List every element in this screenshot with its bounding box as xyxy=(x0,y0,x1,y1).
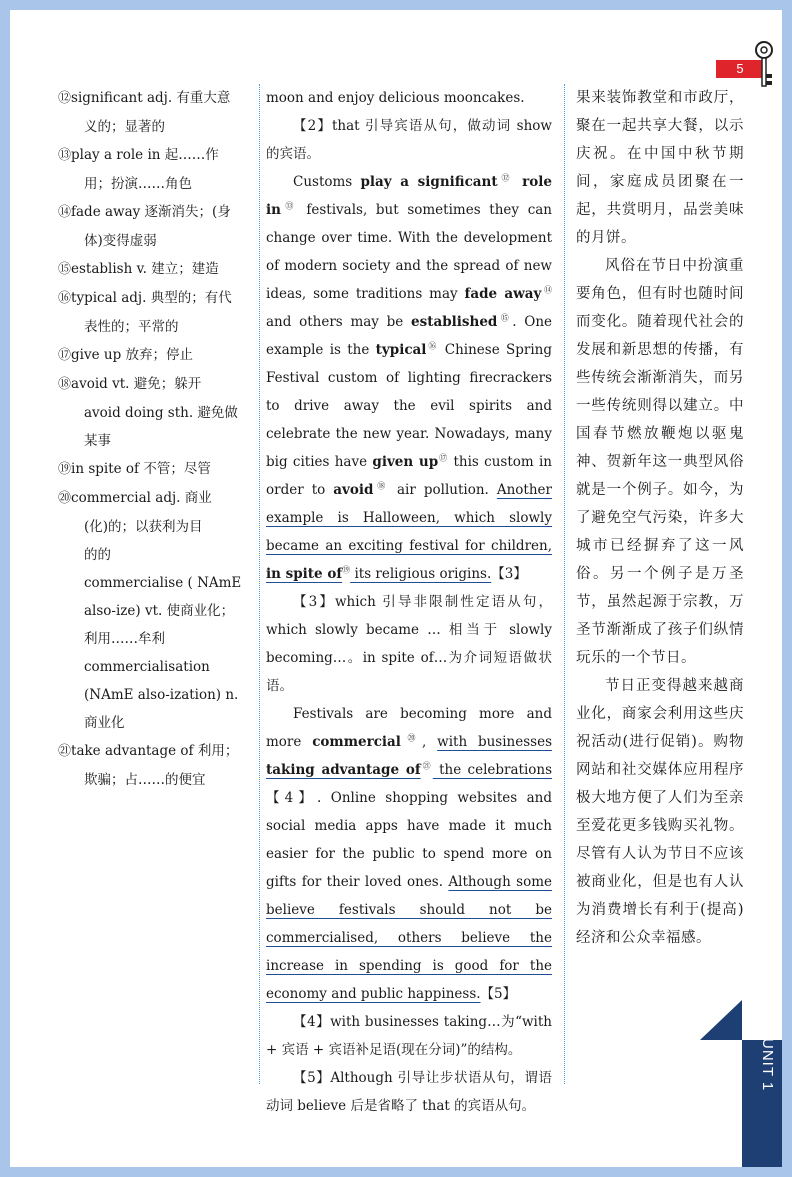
vocab-item: ⑬play a role in 起……作 用；扮演……角色 xyxy=(58,147,219,192)
vocab-item: ⑫significant adj. 有重大意 义的；显著的 xyxy=(58,90,231,135)
vocab-item: ⑭fade away 逐渐消失；(身 体)变得虚弱 xyxy=(58,204,231,249)
unit-tab-corner xyxy=(700,1000,742,1040)
grammar-note: 【3】which 引导非限制性定语从句，which slowly became … 相当于 slowly becoming…。in spite of…为介词短语做状语。 xyxy=(266,594,552,694)
vocab-item: ⑰give up 放弃；停止 xyxy=(58,347,194,363)
page-number: 5 xyxy=(736,61,744,76)
translation-column xyxy=(576,84,744,952)
paragraph: Customs play a significant⑫ role in⑬ festivals, but sometimes they can change over time. With the development of modern society and the spread of new ideas, some traditions may fade away⑭ and others may be established⑮. One example is the typical⑯ Chinese Spring Festival custom of lighting firecrackers to drive away the evil spirits and celebrate the new year. Nowadays, many big cities have given up⑰ this custom in order to avoid⑱ air pollution. Another example is Halloween, which slowly became an exciting festival for children, in spite of⑲ its religious origins.【3】 xyxy=(266,173,553,582)
underlined-sentence: Another example is Halloween, which slowly became an exciting festival for children, xyxy=(266,482,552,554)
english-text-column xyxy=(266,84,552,1120)
unit-label: UNIT 1 xyxy=(759,1038,776,1092)
paragraph: Festivals are becoming more and more commercial⑳, with businesses taking advantage $of^㉑$ the celebrations【4】. Online shopping websites and social media apps have made it much easier for the public to spend more on gifts for their loved ones. Although some believe festivals should not be commercialised, others believe the increase in spending is good for the economy and public happiness.【5】 xyxy=(266,706,553,1002)
vocab-item: ㉑take advantage of 利用； 欺骗；占……的便宜 xyxy=(58,743,239,788)
vocab-item: ⑯typical adj. 典型的；有代 表性的；平常的 xyxy=(58,290,232,335)
grammar-note: 【2】that 引导宾语从句，做动词 show 的宾语。 xyxy=(266,118,552,162)
grammar-note: 【4】with businesses taking…为“with + 宾语 + 宾语补足语(现在分词)”的结构。 xyxy=(266,1014,552,1058)
underlined-sentence: Although some believe festivals should not be commercialised, others believe the increase in spending is good for the economy and public happiness. xyxy=(266,874,552,1002)
paragraph: moon and enjoy delicious mooncakes. xyxy=(266,90,525,106)
column-divider-left xyxy=(259,84,260,1084)
vocab-item: ⑱avoid vt. 避免；躲开 avoid doing sth. 避免做 某事 xyxy=(58,376,238,449)
vocab-item: ⑮establish v. 建立；建造 xyxy=(58,261,219,277)
translation-paragraph: 风俗在节日中扮演重要角色，但有时也随时间而变化。随着现代社会的发展和新思想的传播，有些传统会渐渐消失，而另一些传统则得以建立。中国春节燃放鞭炮以驱鬼神、贺新年这一典型风俗就是一个例子。如今，为了避免空气污染，许多大城市已经摒弃了这一风俗。另一个例子是万圣节，虽然起源于宗教，万圣节渐渐成了孩子们纵情玩乐的一个节日。 xyxy=(576,258,744,666)
translation-paragraph: 节日正变得越来越商业化，商家会利用这些庆祝活动(进行促销)。购物网站和社交媒体应用程序极大地方便了人们为至亲至爱花更多钱购买礼物。尽管有人认为节日不应该被商业化，但是也有人认为消费增长有利于(提高)经济和公众幸福感。 xyxy=(576,678,744,946)
vocab-item: ⑳commercial adj. 商业 (化)的；以获利为目 的的 commercialise ( NAmE also-ize) vt. 使商业化； 利用……牟利 commercialisation (NAmE also-ization) n. 商业化 xyxy=(58,490,242,731)
vocab-column xyxy=(58,84,254,794)
grammar-note: 【5】Although 引导让步状语从句，谓语动词 believe 后是省略了 that 的宾语从句。 xyxy=(266,1070,552,1114)
translation-paragraph: 果来装饰教堂和市政厅，聚在一起共享大餐，以示庆祝。在中国中秋节期间，家庭成员团聚在一起，共赏明月，品尝美味的月饼。 xyxy=(576,90,744,246)
key-icon xyxy=(752,40,778,92)
column-divider-right xyxy=(564,84,565,1084)
vocab-item: ⑲in spite of 不管；尽管 xyxy=(58,461,211,477)
